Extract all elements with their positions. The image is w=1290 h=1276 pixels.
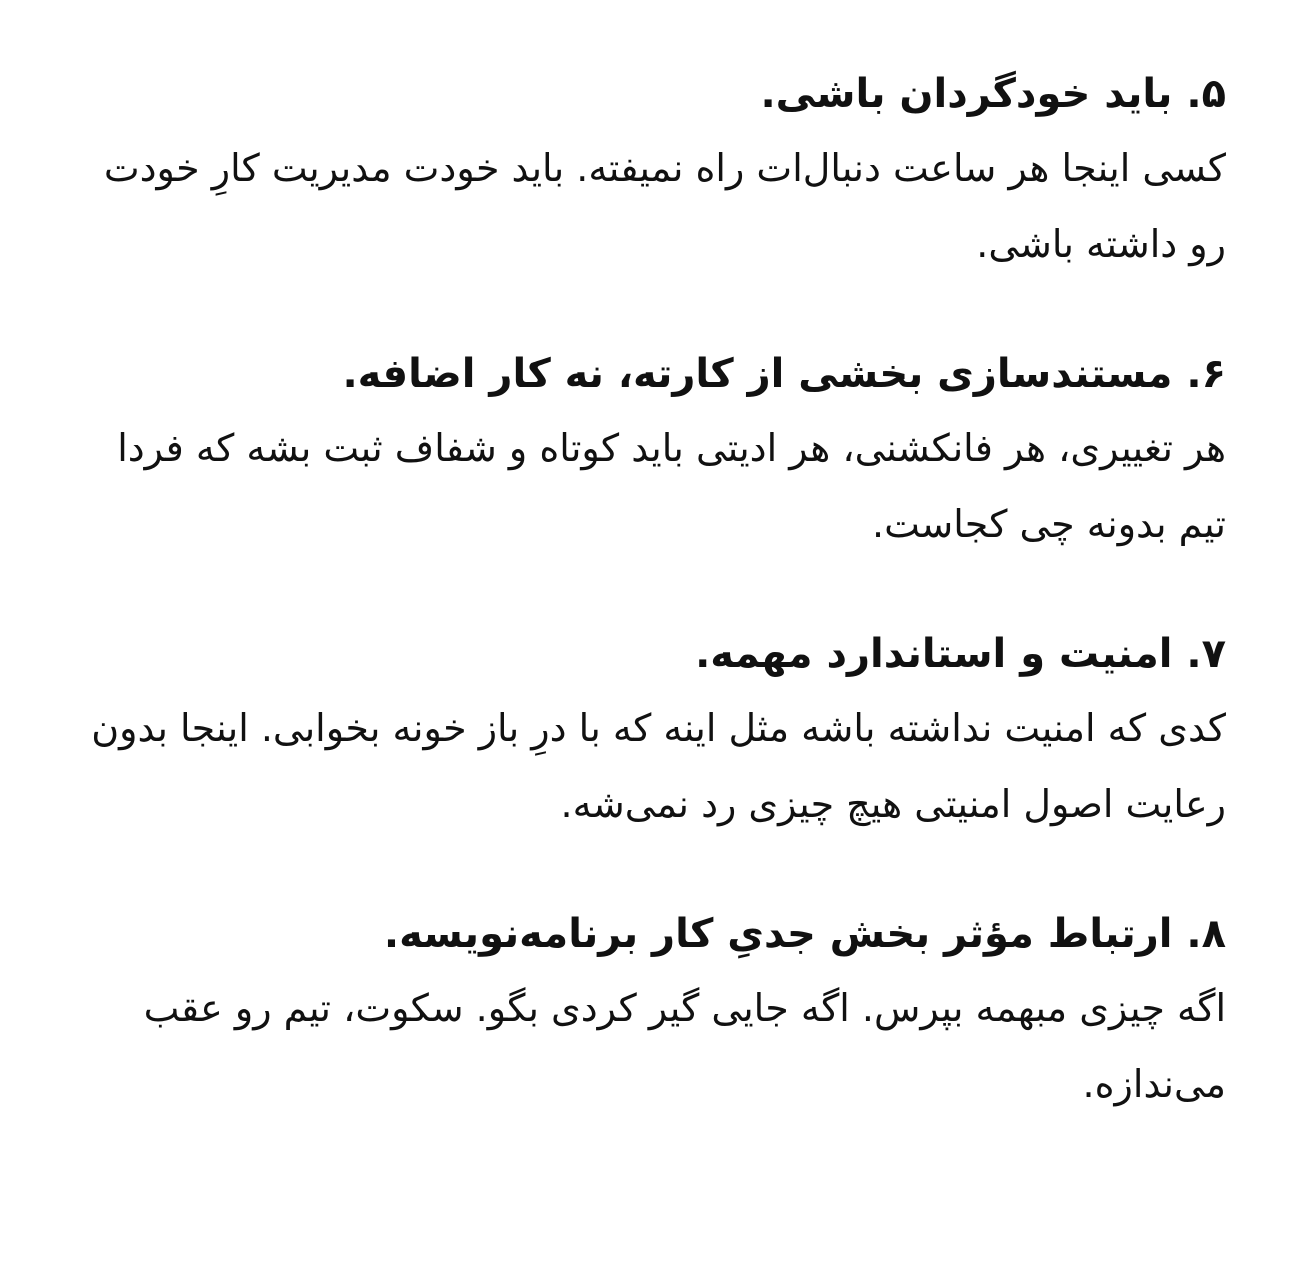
section-body: کدی که امنیت نداشته باشه مثل اینه که با درِ باز خونه بخوابی. اینجا بدون رعایت اصول امنیتی هیچ چیزی رد نمی‌شه. bbox=[91, 706, 1226, 826]
section-body: کسی اینجا هر ساعت دنبال‌ات راه نمیفته. باید خودت مدیریت کارِ خودت رو داشته باشی. bbox=[103, 146, 1226, 266]
document-page bbox=[60, 58, 1226, 1122]
section-heading: ۷. امنیت و استاندارد مهمه. bbox=[695, 631, 1226, 677]
section-6 bbox=[60, 338, 1226, 562]
section-7 bbox=[60, 618, 1226, 842]
section-5 bbox=[60, 58, 1226, 282]
section-heading: ۸. ارتباط مؤثر بخش جدیِ کار برنامه‌نویسه. bbox=[383, 911, 1226, 957]
section-body: اگه چیزی مبهمه بپرس. اگه جایی گیر کردی بگو. سکوت، تیم رو عقب می‌ندازه. bbox=[143, 986, 1226, 1106]
section-heading: ۵. باید خودگردان باشی. bbox=[760, 71, 1226, 117]
section-body: هر تغییری، هر فانکشنی، هر ادیتی باید کوتاه و شفاف ثبت بشه که فردا تیم بدونه چی کجاست. bbox=[117, 426, 1226, 546]
section-8 bbox=[60, 898, 1226, 1122]
section-heading: ۶. مستندسازی بخشی از کارته، نه کار اضافه. bbox=[342, 351, 1226, 397]
